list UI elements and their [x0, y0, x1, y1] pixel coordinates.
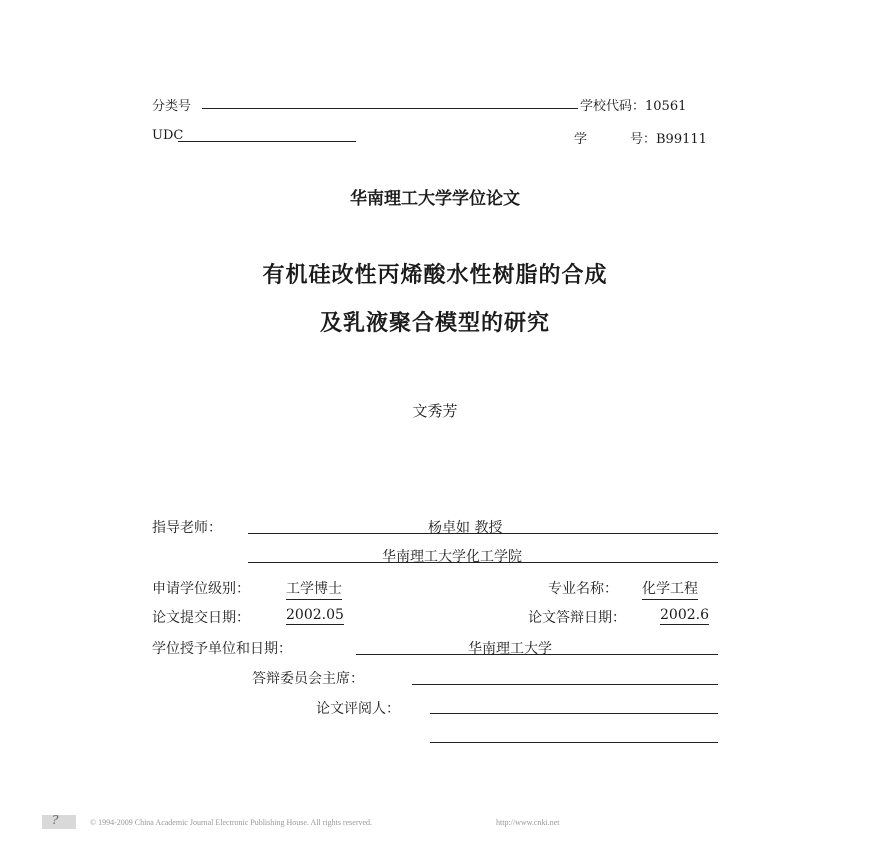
- footer-url[interactable]: http://www.cnki.net: [496, 818, 560, 827]
- college-value: 华南理工大学化工学院: [382, 549, 522, 565]
- grant-value: 华南理工大学: [468, 641, 552, 657]
- advisor-label: 指导老师：: [152, 520, 222, 536]
- reviewer-label: 论文评阅人：: [316, 701, 400, 717]
- committee-chair-line: [412, 684, 718, 685]
- university-label: 华南理工大学学位论文: [350, 189, 520, 209]
- student-id-value: 号：B99111: [630, 132, 707, 147]
- defense-date-value: 2002.6: [660, 607, 709, 623]
- classification-label: 分类号: [152, 99, 192, 114]
- degree-label: 申请学位级别：: [152, 581, 250, 597]
- reviewer-line-1: [430, 713, 718, 714]
- grant-label: 学位授予单位和日期：: [152, 641, 292, 657]
- defense-date-label: 论文答辩日期：: [528, 610, 626, 626]
- committee-chair-label: 答辩委员会主席：: [252, 671, 364, 687]
- major-value: 化学工程: [642, 578, 698, 600]
- udc-blank: [178, 141, 356, 142]
- submit-date-label: 论文提交日期：: [152, 610, 250, 626]
- thesis-title-line2: 及乳液聚合模型的研究: [319, 311, 550, 336]
- degree-value: 工学博士: [286, 578, 342, 600]
- major-label: 专业名称：: [548, 581, 618, 597]
- classification-blank: [202, 108, 578, 109]
- copyright-text: © 1994-2009 China Academic Journal Electronic Publishing House. All rights reserved.: [90, 818, 373, 827]
- thesis-title-line1: 有机硅改性丙烯酸水性树脂的合成: [262, 263, 608, 288]
- school-code: 学校代码：10561: [580, 99, 687, 114]
- advisor-value: 杨卓如 教授: [428, 520, 503, 536]
- cnki-logo-icon: [42, 815, 76, 829]
- author-name: 文秀芳: [412, 402, 458, 420]
- reviewer-line-2: [430, 742, 718, 743]
- cnki-logo-glyph-icon: ?: [52, 813, 59, 827]
- udc-label: UDC: [152, 128, 184, 143]
- student-id-label: 学: [574, 132, 588, 147]
- submit-date-value: 2002.05: [286, 607, 344, 623]
